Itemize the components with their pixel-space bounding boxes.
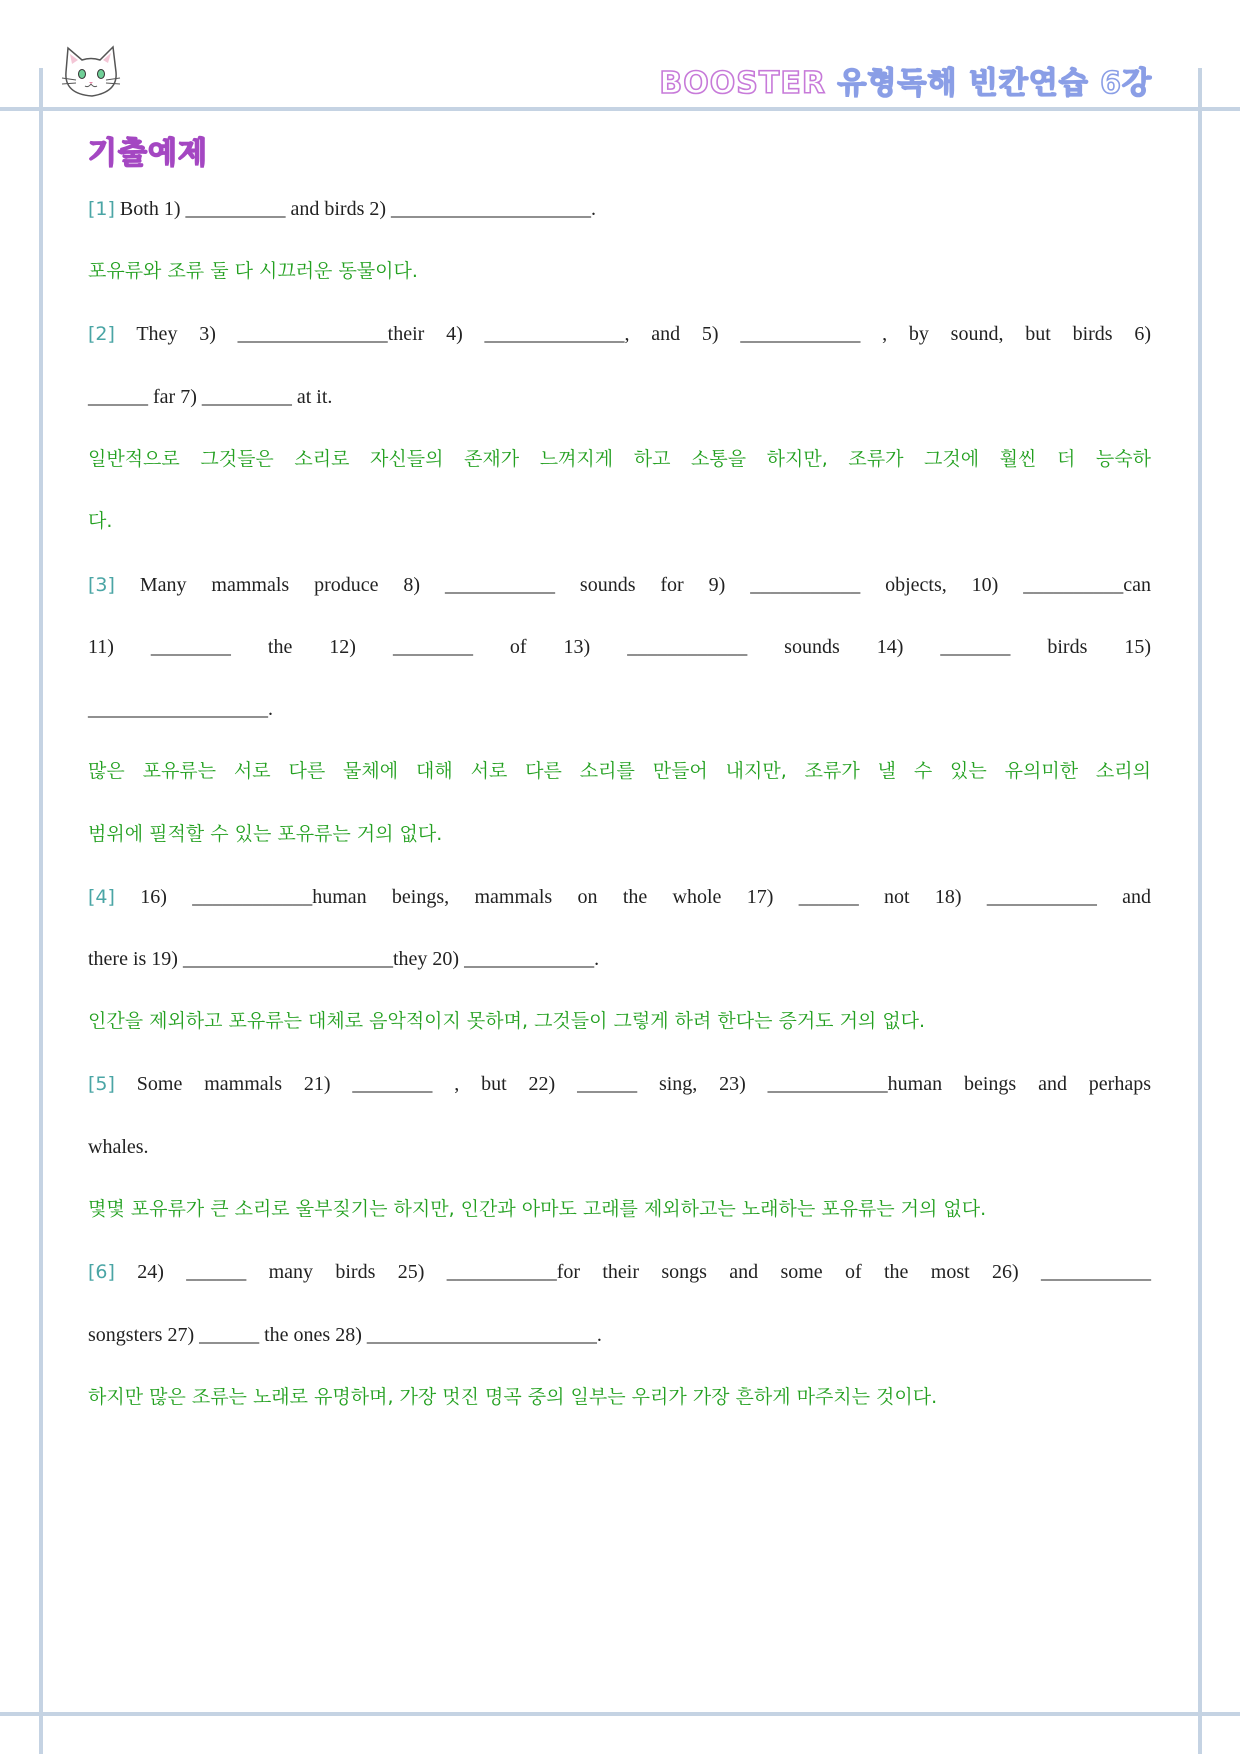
item-6-korean-line-1: 하지만 많은 조류는 노래로 유명하며, 가장 멋진 명곡 중의 일부는 우리가 가장 흔하게 마주치는 것이다. xyxy=(88,1386,938,1408)
frame-left-line xyxy=(39,68,43,1754)
item-1-korean-line-1: 포유류와 조류 둘 다 시끄러운 동물이다. xyxy=(88,260,418,282)
item-number: [3] xyxy=(88,574,115,596)
item-3-korean-line-2: 범위에 필적할 수 있는 포유류는 거의 없다. xyxy=(88,823,443,845)
page-header-title xyxy=(659,58,1152,102)
item-5-english-line-1 xyxy=(88,1072,1151,1096)
header-booster-label: BOOSTER xyxy=(659,66,826,101)
item-5-korean-line-1: 몇몇 포유류가 큰 소리로 울부짖기는 하지만, 인간과 아마도 고래를 제외하고는 노래하는 포유류는 거의 없다. xyxy=(88,1198,987,1220)
item-6-english-line-2: songsters 27) ______ the ones 28) _______________________. xyxy=(88,1324,602,1346)
item-2-english-line-1 xyxy=(88,322,1151,346)
item-3-english-line-3: __________________. xyxy=(88,698,273,720)
blank-sentence: 16) ____________human beings, mammals on the whole 17) ______ not 18) ___________ and xyxy=(140,886,1152,908)
section-heading: 기출예제 xyxy=(88,136,208,171)
item-2-korean-line-2: 다. xyxy=(88,510,113,532)
item-number: [1] xyxy=(88,198,115,220)
blank-sentence: 24) ______ many birds 25) ___________for their songs and some of the most 26) ___________ xyxy=(137,1261,1151,1283)
item-3-korean-line-1: 많은 포유류는 서로 다른 물체에 대해 서로 다른 소리를 만들어 내지만, 조류가 낼 수 있는 유의미한 소리의 xyxy=(88,760,1151,782)
blank-sentence: Both 1) __________ and birds 2) ____________________. xyxy=(119,198,597,220)
item-4-english-line-2: there is 19) _____________________they 20) _____________. xyxy=(88,948,600,970)
header-lesson-label: 유형독해 빈칸연습 6강 xyxy=(837,66,1152,101)
frame-top-line xyxy=(0,107,1240,111)
item-number: [5] xyxy=(88,1073,115,1095)
item-3-english-line-2: 11) ________ the 12) ________ of 13) ____________ sounds 14) _______ birds 15) xyxy=(88,636,1151,658)
item-3-english-line-1 xyxy=(88,573,1151,597)
item-2-english-line-2: ______ far 7) _________ at it. xyxy=(88,386,333,408)
item-number: [4] xyxy=(88,886,115,908)
item-2-korean-line-1: 일반적으로 그것들은 소리로 자신들의 존재가 느껴지게 하고 소통을 하지만, 조류가 그것에 훨씬 더 능숙하 xyxy=(88,448,1151,470)
blank-sentence: Many mammals produce 8) ___________ sounds for 9) ___________ objects, 10) __________can xyxy=(139,574,1152,596)
blank-sentence: They 3) _______________their 4) ______________, and 5) ____________ , by sound, but birds 6) xyxy=(136,323,1151,345)
cat-logo-icon xyxy=(58,42,124,100)
item-1-english-line-1 xyxy=(88,197,1151,221)
item-6-english-line-1 xyxy=(88,1260,1151,1284)
item-4-korean-line-1: 인간을 제외하고 포유류는 대체로 음악적이지 못하며, 그것들이 그렇게 하려 한다는 증거도 거의 없다. xyxy=(88,1010,926,1032)
blank-sentence: Some mammals 21) ________ , but 22) ______ sing, 23) ____________human beings and perhaps xyxy=(136,1073,1152,1095)
item-number: [2] xyxy=(88,323,115,345)
item-5-english-line-2: whales. xyxy=(88,1136,149,1158)
item-4-english-line-1 xyxy=(88,885,1151,909)
frame-bottom-line xyxy=(0,1712,1240,1716)
frame-right-line xyxy=(1198,68,1202,1754)
item-number: [6] xyxy=(88,1261,115,1283)
